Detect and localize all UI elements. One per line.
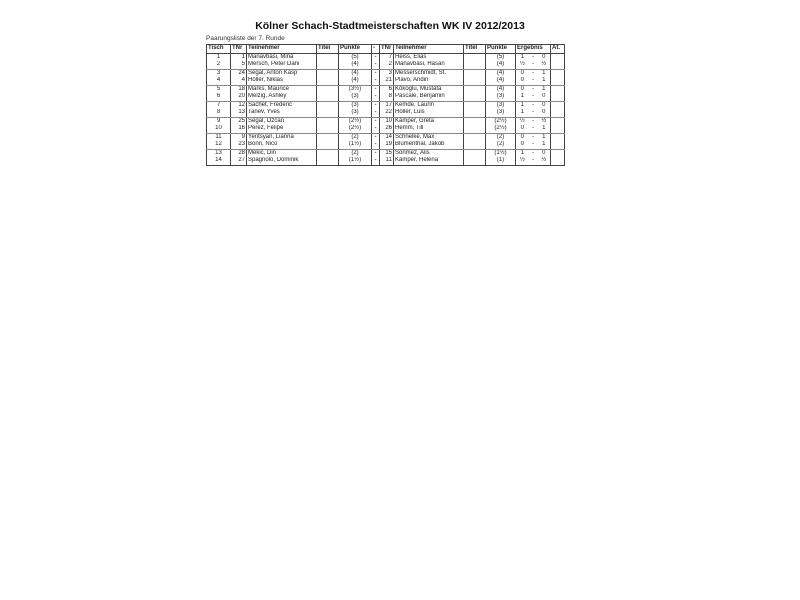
title-black: [464, 149, 486, 157]
title-white: [317, 149, 339, 157]
at-cell: [551, 109, 565, 117]
result-white: 1: [520, 101, 524, 108]
result-black: 0: [542, 149, 546, 156]
pairing-dash: -: [372, 109, 380, 117]
player-white-name: Segal, Ozcan: [247, 117, 317, 125]
tnr-black: 2: [380, 61, 394, 69]
result-separator: -: [529, 93, 538, 101]
table-row: [207, 141, 565, 149]
tnr-black: 6: [380, 85, 394, 93]
result-black: 1: [538, 141, 551, 149]
points-white: (3): [339, 93, 372, 101]
title-black: [464, 77, 486, 85]
at-cell: [551, 149, 565, 157]
pairing-dash: -: [372, 133, 380, 141]
player-black-name: Kökoglu, Mustafa: [394, 85, 464, 93]
at-cell: [551, 93, 565, 101]
title-black: [464, 109, 486, 117]
tnr-black: 7: [380, 53, 394, 61]
result-white: ½: [516, 61, 529, 69]
pairing-dash: -: [372, 157, 380, 165]
pairing-dash: -: [372, 101, 380, 109]
result-white: 1: [520, 53, 524, 60]
table-number: 11: [207, 133, 231, 141]
tnr-white: 4: [231, 77, 247, 85]
result-white: 0: [520, 133, 524, 140]
title-white: [317, 77, 339, 85]
player-white-name: Mekic, Din: [247, 149, 317, 157]
result-separator: -: [529, 77, 538, 85]
table-number: 9: [207, 117, 231, 125]
at-cell: [551, 77, 565, 85]
at-cell: [551, 125, 565, 133]
player-black-name: Messerschmidt, St.: [394, 69, 464, 77]
tnr-black: 26: [380, 125, 394, 133]
points-black: (2): [486, 133, 516, 141]
table-number: 8: [207, 109, 231, 117]
pairings-body: [207, 53, 565, 165]
result-black: 1: [538, 125, 551, 133]
result-black: ½: [541, 117, 547, 124]
points-black: (2½): [486, 117, 516, 125]
pairing-dash: -: [372, 125, 380, 133]
player-white-name: Manavbasi, Mina: [247, 53, 317, 61]
header-title-white: Titel: [317, 45, 339, 54]
table-row: [207, 133, 565, 141]
result-black: 1: [542, 133, 546, 140]
result-white: 1: [516, 109, 529, 117]
title-white: [317, 93, 339, 101]
player-black-name: Hemm, Till: [394, 125, 464, 133]
points-white: (3½): [339, 85, 372, 93]
player-white-name: Segal, Anton Kasp: [247, 69, 317, 77]
pairing-dash: -: [372, 53, 380, 61]
result-separator: -: [529, 157, 538, 165]
header-points-white: Punkte: [339, 45, 372, 54]
table-row: [207, 61, 565, 69]
result-white: ½: [519, 117, 525, 124]
result-separator: -: [532, 117, 534, 124]
title-white: [317, 133, 339, 141]
title-white: [317, 69, 339, 77]
pairing-dash: -: [372, 61, 380, 69]
tnr-black: 10: [380, 117, 394, 125]
at-cell: [551, 61, 565, 69]
tnr-black: 11: [380, 157, 394, 165]
tnr-white: 1: [231, 53, 247, 61]
points-white: (1½): [339, 141, 372, 149]
player-black-name: Manavbasi, Hasan: [394, 61, 464, 69]
at-cell: [551, 133, 565, 141]
title-black: [464, 125, 486, 133]
points-black: (1): [486, 157, 516, 165]
header-tnr-black: TNr: [380, 45, 394, 54]
player-white-name: Melzig, Ashley: [247, 93, 317, 101]
result-separator: -: [529, 109, 538, 117]
points-white: (2½): [339, 125, 372, 133]
header-points-black: Punkte: [486, 45, 516, 54]
points-black: (5): [486, 53, 516, 61]
player-white-name: Sachet, Frederic: [247, 101, 317, 109]
result-black: 1: [542, 69, 546, 76]
player-black-name: Sönmez, Alis: [394, 149, 464, 157]
table-row: [207, 149, 565, 157]
player-black-name: Kämper, Helena: [394, 157, 464, 165]
player-white-name: Höller, Niklas: [247, 77, 317, 85]
player-white-name: Yeritsyan, Lianna: [247, 133, 317, 141]
result-white: 0: [520, 69, 524, 76]
points-white: (5): [339, 53, 372, 61]
round-subtitle: Paarungsliste der 7. Runde: [206, 35, 285, 42]
result-separator: -: [532, 53, 534, 60]
player-black-name: Höller, Luis: [394, 109, 464, 117]
tnr-black: 15: [380, 149, 394, 157]
player-black-name: Blumenthal, Jakob: [394, 141, 464, 149]
document-title: Kölner Schach-Stadtmeisterschaften WK IV 2012/2013: [255, 20, 525, 32]
result-black: 1: [538, 77, 551, 85]
points-black: (2): [486, 141, 516, 149]
title-black: [464, 53, 486, 61]
result-separator: -: [529, 125, 538, 133]
title-white: [317, 141, 339, 149]
result-separator: -: [532, 69, 534, 76]
tnr-white: 13: [231, 109, 247, 117]
title-black: [464, 117, 486, 125]
player-white-name: Spagnolo, Dominik: [247, 157, 317, 165]
header-title-black: Titel: [464, 45, 486, 54]
title-white: [317, 85, 339, 93]
title-black: [464, 93, 486, 101]
points-white: (4): [339, 69, 372, 77]
result-black: ½: [538, 61, 551, 69]
at-cell: [551, 85, 565, 93]
tnr-white: 27: [231, 157, 247, 165]
table-number: 4: [207, 77, 231, 85]
table-row: [207, 125, 565, 133]
points-white: (3): [339, 101, 372, 109]
tnr-white: 28: [231, 149, 247, 157]
pairing-dash: -: [372, 141, 380, 149]
result-separator: -: [532, 85, 534, 92]
table-number: 14: [207, 157, 231, 165]
player-black-name: Plavo, Andin: [394, 77, 464, 85]
title-black: [464, 101, 486, 109]
title-black: [464, 85, 486, 93]
result-black: 0: [542, 101, 546, 108]
points-black: (4): [486, 85, 516, 93]
result-separator: -: [532, 149, 534, 156]
tnr-white: 20: [231, 93, 247, 101]
points-black: (3): [486, 101, 516, 109]
title-black: [464, 133, 486, 141]
tnr-black: 17: [380, 101, 394, 109]
at-cell: [551, 53, 565, 61]
table-row: [207, 101, 565, 109]
tnr-white: 16: [231, 125, 247, 133]
result-white: ½: [516, 157, 529, 165]
result-white: 1: [520, 149, 524, 156]
table-number: 5: [207, 85, 231, 93]
result-white: 0: [516, 125, 529, 133]
tnr-white: 24: [231, 69, 247, 77]
table-row: [207, 53, 565, 61]
points-white: (4): [339, 61, 372, 69]
player-black-name: Heiss, Elias: [394, 53, 464, 61]
player-white-name: Perez, Felipe: [247, 125, 317, 133]
result-black: ½: [538, 157, 551, 165]
table-number: 13: [207, 149, 231, 157]
points-black: (2½): [486, 125, 516, 133]
pairing-dash: -: [372, 117, 380, 125]
header-participant-black: Teilnehmer: [394, 45, 464, 54]
header-tnr-white: TNr: [231, 45, 247, 54]
tnr-white: 5: [231, 61, 247, 69]
result-black: 0: [538, 109, 551, 117]
result-black: 0: [538, 93, 551, 101]
table-header-row: [207, 45, 565, 54]
result-white: 1: [516, 93, 529, 101]
tnr-black: 19: [380, 141, 394, 149]
table-row: [207, 85, 565, 93]
result-separator: -: [532, 101, 534, 108]
player-white-name: Marks, Maurice: [247, 85, 317, 93]
points-white: (4): [339, 77, 372, 85]
header-dash: -: [372, 45, 380, 54]
points-black: (4): [486, 77, 516, 85]
player-white-name: Mersch, Peter Dani: [247, 61, 317, 69]
table-row: [207, 77, 565, 85]
title-black: [464, 61, 486, 69]
pairings-table: [206, 44, 565, 166]
pairing-dash: -: [372, 93, 380, 101]
points-white: (2): [339, 133, 372, 141]
player-black-name: Kemde, Laurin: [394, 101, 464, 109]
tnr-black: 14: [380, 133, 394, 141]
points-black: (3): [486, 109, 516, 117]
tnr-black: 21: [380, 77, 394, 85]
result-white: 0: [516, 141, 529, 149]
title-white: [317, 109, 339, 117]
table-number: 7: [207, 101, 231, 109]
title-white: [317, 53, 339, 61]
result-white: 0: [520, 85, 524, 92]
tnr-white: 12: [231, 101, 247, 109]
title-white: [317, 61, 339, 69]
table-number: 6: [207, 93, 231, 101]
pairing-dash: -: [372, 149, 380, 157]
result-separator: -: [532, 133, 534, 140]
title-white: [317, 125, 339, 133]
header-result: Ergebnis: [516, 45, 551, 54]
title-white: [317, 117, 339, 125]
player-black-name: Schnelke, Max: [394, 133, 464, 141]
player-white-name: Bonn, Nico: [247, 141, 317, 149]
title-black: [464, 141, 486, 149]
player-black-name: Pascale, Benjamin: [394, 93, 464, 101]
at-cell: [551, 157, 565, 165]
pairing-dash: -: [372, 69, 380, 77]
header-participant-white: Teilnehmer: [247, 45, 317, 54]
points-black: (3): [486, 93, 516, 101]
points-white: (2): [339, 149, 372, 157]
result-black: 0: [542, 53, 546, 60]
result-separator: -: [529, 141, 538, 149]
at-cell: [551, 117, 565, 125]
points-white: (1½): [339, 157, 372, 165]
table-number: 12: [207, 141, 231, 149]
tnr-white: 9: [231, 133, 247, 141]
title-white: [317, 157, 339, 165]
result-white: 0: [516, 77, 529, 85]
title-black: [464, 69, 486, 77]
table-number: 10: [207, 125, 231, 133]
points-white: (3): [339, 109, 372, 117]
at-cell: [551, 101, 565, 109]
tnr-white: 23: [231, 141, 247, 149]
points-black: (1½): [486, 149, 516, 157]
title-white: [317, 101, 339, 109]
tnr-white: 25: [231, 117, 247, 125]
points-black: (4): [486, 69, 516, 77]
table-row: [207, 157, 565, 165]
points-black: (4): [486, 61, 516, 69]
table-row: [207, 109, 565, 117]
player-black-name: Kämper, Greta: [394, 117, 464, 125]
result-black: 1: [542, 85, 546, 92]
header-tisch: Tisch: [207, 45, 231, 54]
at-cell: [551, 69, 565, 77]
pairing-dash: -: [372, 85, 380, 93]
title-black: [464, 157, 486, 165]
points-white: (2½): [339, 117, 372, 125]
header-at: At.: [551, 45, 565, 54]
table-row: [207, 69, 565, 77]
table-number: 2: [207, 61, 231, 69]
pairing-dash: -: [372, 77, 380, 85]
table-number: 1: [207, 53, 231, 61]
tnr-black: 8: [380, 93, 394, 101]
table-number: 3: [207, 69, 231, 77]
tnr-black: 3: [380, 69, 394, 77]
table-row: [207, 93, 565, 101]
result-separator: -: [529, 61, 538, 69]
at-cell: [551, 141, 565, 149]
tnr-white: 18: [231, 85, 247, 93]
tnr-black: 22: [380, 109, 394, 117]
player-white-name: Tanev, Yves: [247, 109, 317, 117]
table-row: [207, 117, 565, 125]
